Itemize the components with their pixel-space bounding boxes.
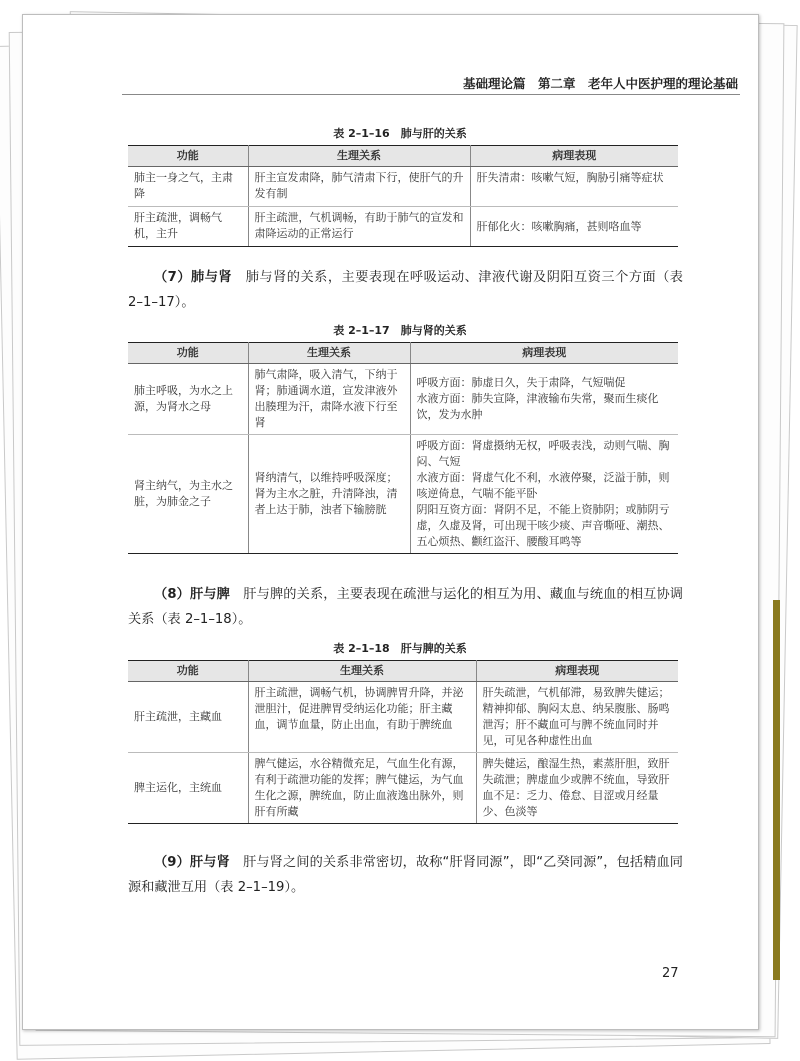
table-row	[128, 364, 678, 435]
column-header: 病理表现	[476, 661, 678, 682]
paragraph-lung-kidney	[128, 265, 683, 315]
table-row	[128, 682, 678, 753]
table-cell: 肺主呼吸，为水之上源，为肾水之母	[128, 364, 248, 435]
column-header: 功能	[128, 661, 248, 682]
table-cell: 呼吸方面：肾虚摄纳无权，呼吸表浅，动则气喘、胸闷、气短 水液方面：肾虚气化不利，水液停聚，泛溢于肺，则咳逆倚息，气喘不能平卧 阴阳互资方面：肾阴不足，不能上资肺阴；或肺阴亏虚，久虚及肾，可出现干咳少痰、声音嘶哑、潮热、五心烦热、颧红盗汗、腰酸耳鸣等	[410, 435, 678, 554]
column-header: 生理关系	[248, 146, 470, 167]
table-lung-liver	[128, 145, 678, 247]
column-header: 生理关系	[248, 343, 410, 364]
table-cell: 肝郁化火：咳嗽胸痛，甚则咯血等	[470, 207, 678, 247]
table-cell: 肺气肃降，吸入清气，下纳于肾；肺通调水道，宣发津液外出腠理为汗，肃降水液下行至肾	[248, 364, 410, 435]
table-row	[128, 207, 678, 247]
table-row	[128, 753, 678, 824]
table-row	[128, 435, 678, 554]
paragraph-lead: （9）肝与肾	[154, 855, 230, 870]
table-caption-18: 表 2–1–18 肝与脾的关系	[333, 642, 467, 655]
running-header: 基础理论篇 第二章 老年人中医护理的理论基础	[462, 76, 738, 91]
paragraph-lead: （7）肺与肾	[154, 270, 233, 285]
table-cell: 肾主纳气，为主水之脏，为肺金之子	[128, 435, 248, 554]
table-cell: 脾失健运，酿湿生热，素蒸肝胆，致肝失疏泄；脾虚血少或脾不统血，导致肝血不足：乏力、倦怠、目涩或月经量少、色淡等	[476, 753, 678, 824]
table-cell: 脾气健运，水谷精微充足，气血生化有源，有利于疏泄功能的发挥；脾气健运，为气血生化之源，脾统血，防止血液逸出脉外，则肝有所藏	[248, 753, 476, 824]
paragraph-body: 肝与肾之间的关系非常密切，故称“肝肾同源”，即“乙癸同源”，包括精血同源和藏泄互用（表 2–1–19）。	[128, 855, 683, 895]
table-caption-17: 表 2–1–17 肺与肾的关系	[333, 324, 467, 337]
paragraph-body: 肺与肾的关系，主要表现在呼吸运动、津液代谢及阴阳互资三个方面（表 2–1–17）。	[128, 270, 683, 310]
table-cell: 肺主一身之气，主肃降	[128, 167, 248, 207]
table-cell: 肝主疏泄，调畅气机，主升	[128, 207, 248, 247]
paragraph-lead: （8）肝与脾	[154, 587, 230, 602]
column-header: 生理关系	[248, 661, 476, 682]
table-cell: 肝主疏泄，主藏血	[128, 682, 248, 753]
column-header: 功能	[128, 343, 248, 364]
table-cell: 呼吸方面：肺虚日久，失于肃降，气短喘促 水液方面：肺失宣降，津液输布失常，聚而生痰化饮，发为水肿	[410, 364, 678, 435]
column-header: 病理表现	[410, 343, 678, 364]
table-liver-spleen	[128, 660, 678, 824]
paragraph-liver-kidney	[128, 850, 683, 900]
paragraph-body: 肝与脾的关系，主要表现在疏泄与运化的相互为用、藏血与统血的相互协调关系（表 2–1–18）。	[128, 587, 683, 627]
table-cell: 肾纳清气，以维持呼吸深度；肾为主水之脏，升清降浊，清者上达于肺，浊者下输膀胱	[248, 435, 410, 554]
column-header: 病理表现	[470, 146, 678, 167]
column-header: 功能	[128, 146, 248, 167]
table-caption-16: 表 2–1–16 肺与肝的关系	[333, 127, 467, 140]
table-cell: 脾主运化，主统血	[128, 753, 248, 824]
page-number: 27	[662, 966, 679, 981]
book-spine-edge	[773, 600, 780, 980]
table-cell: 肝失疏泄，气机郁滞，易致脾失健运；精神抑郁、胸闷太息、纳呆腹胀、肠鸣泄泻；肝不藏血可与脾不统血同时并见，可见各种虚性出血	[476, 682, 678, 753]
table-row	[128, 167, 678, 207]
table-cell: 肝主疏泄，气机调畅，有助于肺气的宣发和肃降运动的正常运行	[248, 207, 470, 247]
table-cell: 肝主疏泄，调畅气机，协调脾胃升降，并泌泄胆汁，促进脾胃受纳运化功能；肝主藏血，调节血量，防止出血，有助于脾统血	[248, 682, 476, 753]
header-rule	[122, 94, 740, 95]
paragraph-liver-spleen	[128, 582, 683, 632]
table-lung-kidney	[128, 342, 678, 554]
table-cell: 肝失清肃：咳嗽气短，胸胁引痛等症状	[470, 167, 678, 207]
table-cell: 肝主宣发肃降，肺气清肃下行，使肝气的升发有制	[248, 167, 470, 207]
